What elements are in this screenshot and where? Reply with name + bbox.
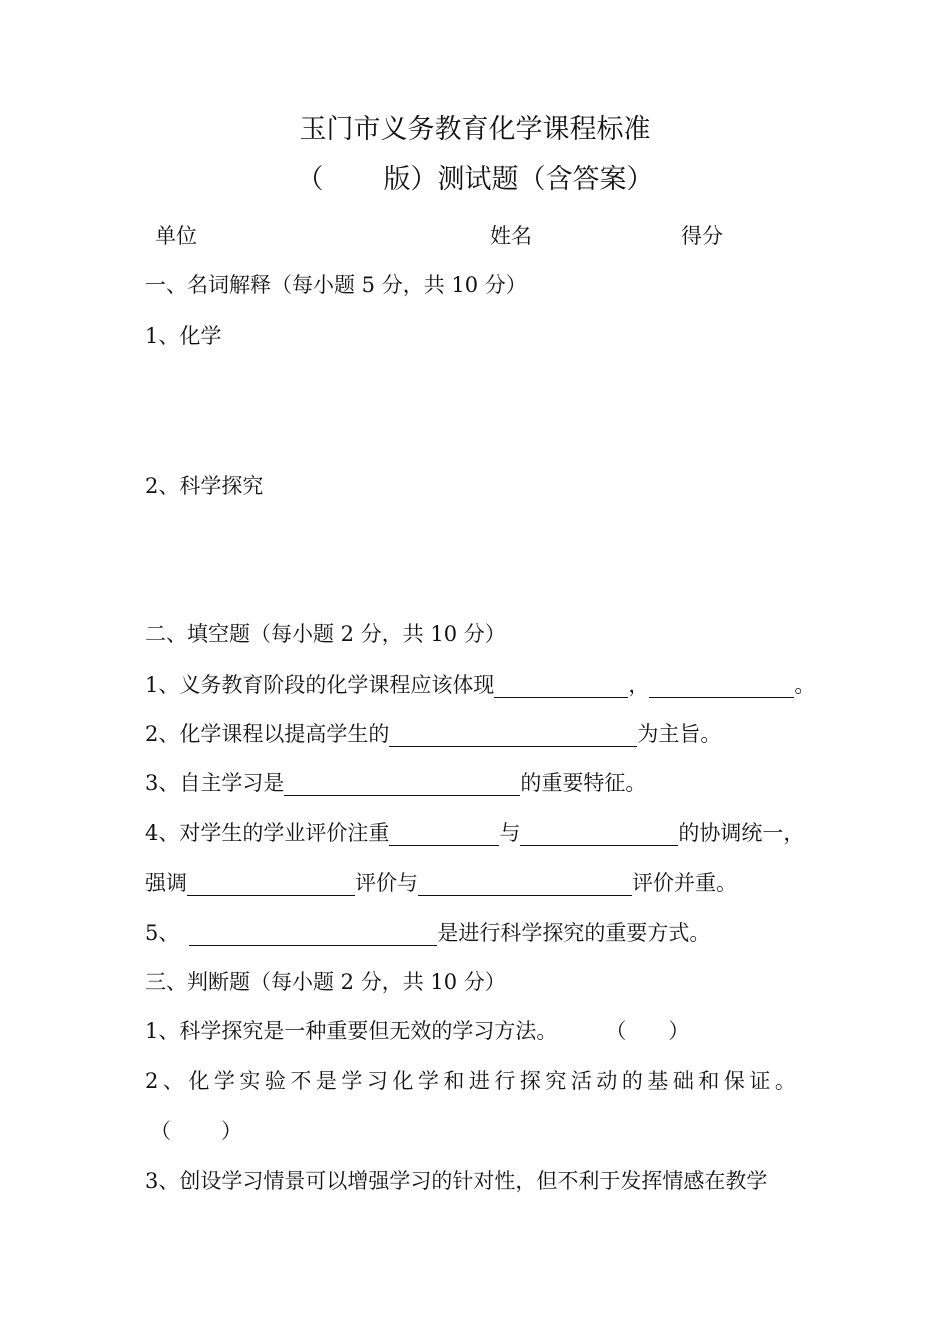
page-subtitle [0,160,950,200]
answer-paren-close: ） [668,1019,690,1043]
fill-question-2 [145,719,721,749]
answer-blank [520,823,678,846]
question-text: 的协调统一， [678,821,805,845]
section1-item-1: 1、化学 [145,324,222,348]
question-text: 1、义务教育阶段的化学课程应该体现 [145,673,495,697]
answer-blank [284,773,520,796]
fill-question-4 [145,818,804,848]
subtitle-rest: 版）测试题（含答案） [383,164,654,195]
question-text: 评价与 [355,871,418,895]
question-text: 强调 [145,871,187,895]
question-text: 4、对学生的学业评价注重 [145,821,390,845]
page-title: 玉门市义务教育化学课程标准 [299,114,651,145]
answer-blank [649,675,794,698]
answer-paren-open: （ [150,1119,171,1143]
question-text: 。 [794,673,816,697]
question-text: 5、 [145,921,180,945]
fill-question-3 [145,768,646,798]
question-text: 是进行科学探究的重要方式。 [437,921,711,945]
section2-heading: 二、填空题（每小题 2 分，共 10 分） [145,622,506,646]
answer-blank [389,823,499,846]
answer-blank [187,873,355,896]
answer-paren-close: ） [221,1119,242,1143]
judge-question-2-paren [150,1116,242,1146]
section1-heading: 一、名词解释（每小题 5 分，共 10 分） [145,273,527,297]
question-text: 为主旨。 [637,722,722,746]
fill-question-1 [145,670,815,700]
question-text: 与 [499,821,521,845]
judge-question-3: 3、创设学习情景可以增强学习的针对性，但不利于发挥情感在教学 [145,1169,768,1193]
section1-item-2: 2、科学探究 [145,474,264,498]
unit-label: 单位 [155,224,197,248]
fill-question-5 [145,918,710,948]
question-text: 评价并重。 [632,871,737,895]
score-label: 得分 [681,224,723,248]
judge-question-2: 2、化学实验不是学习化学和进行探究活动的基础和保证。 [145,1069,801,1093]
fill-question-4-cont [145,868,737,898]
question-text: 1、科学探究是一种重要但无效的学习方法。 [145,1019,558,1043]
answer-blank [189,923,437,946]
subtitle-open-paren: （ [296,164,324,195]
question-text: 3、自主学习是 [145,771,285,795]
answer-paren-open: （ [605,1019,627,1043]
answer-blank [494,675,628,698]
judge-question-1 [145,1016,689,1046]
question-text: ， [628,673,650,697]
question-text: 2、化学课程以提高学生的 [145,722,390,746]
section3-heading: 三、判断题（每小题 2 分，共 10 分） [145,970,506,994]
answer-blank [418,873,632,896]
name-label: 姓名 [490,224,532,248]
answer-blank [389,724,637,747]
question-text: 的重要特征。 [520,771,647,795]
